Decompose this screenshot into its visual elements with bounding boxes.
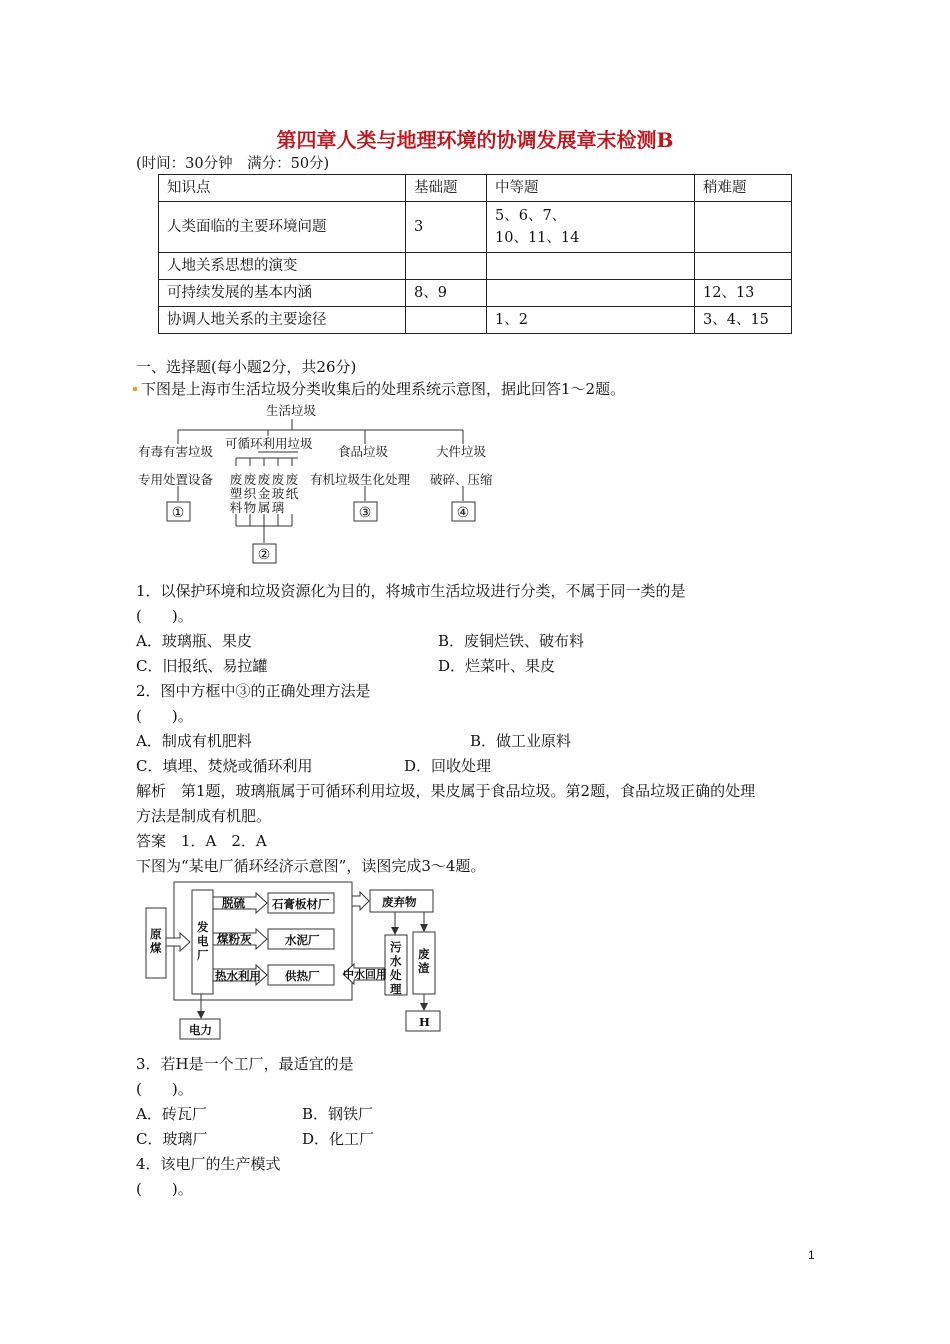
plant-label-1: 发 (197, 920, 209, 934)
flyash-label: 煤粉灰 (217, 932, 252, 946)
garbage-system-diagram (130, 398, 510, 568)
table-cell: 可持续发展的基本内涵 (159, 280, 406, 307)
q1-option-c: C．旧报纸、易拉罐 (136, 657, 268, 675)
analysis-line-1: 解析 第1题，玻璃瓶属于可循环利用垃圾，果皮属于食品垃圾。第2题，食品垃圾正确的处理 (136, 782, 756, 800)
table-cell (695, 253, 792, 280)
table-row (159, 307, 792, 334)
table-row (159, 280, 792, 307)
table-cell: 人地关系思想的演变 (159, 253, 406, 280)
subtype-char: 塑 (229, 486, 243, 501)
question-4: 4．该电厂的生产模式 (136, 1155, 281, 1173)
table-cell (487, 280, 695, 307)
table-header: 稍难题 (695, 175, 792, 202)
knowledge-table (158, 174, 792, 334)
exam-meta: (时间：30分钟 满分：50分) (136, 156, 330, 172)
sewage-label-2: 水 (390, 954, 402, 968)
section-heading: 一、选择题(每小题2分，共26分) (136, 358, 357, 376)
question-2-paren: ( )。 (136, 707, 193, 725)
waste-label: 废弃物 (382, 895, 417, 909)
reuse-label: 中水回用 (343, 968, 387, 981)
subtype-label (272, 472, 285, 515)
sewage-label-1: 污 (390, 940, 402, 954)
subtype-char: 废 (257, 472, 271, 487)
plant-label-2: 电 (197, 934, 209, 948)
desulf-label: 脱硫 (222, 896, 245, 910)
table-header: 中等题 (487, 175, 695, 202)
table-row (159, 202, 792, 253)
table-cell (695, 202, 792, 253)
subtype-char: 织 (243, 486, 257, 501)
process-label: 有机垃圾生化处理 (310, 472, 411, 487)
diagram2-intro: 下图为“某电厂循环经济示意图”，读图完成3～4题。 (136, 857, 486, 875)
table-cell: 1、2 (487, 307, 695, 334)
subtype-label (258, 472, 271, 515)
table-cell (406, 307, 487, 334)
analysis-line-2: 方法是制成有机肥。 (136, 807, 272, 825)
subtype-char: 金 (257, 486, 271, 501)
subtype-char: 物 (243, 500, 257, 515)
answer: 答案 1．A 2．A (136, 832, 267, 850)
margin-mark (133, 387, 137, 391)
table-cell: 人类面临的主要环境问题 (159, 202, 406, 253)
box-label-1: ① (171, 505, 185, 521)
q3-option-d: D．化工厂 (302, 1130, 375, 1148)
table-cell: 3 (406, 202, 487, 253)
subtype-char: 玻 (271, 486, 285, 501)
subtype-label (230, 472, 243, 515)
hotwater-label: 热水利用 (215, 969, 261, 983)
table-cell: 12、13 (695, 280, 792, 307)
coal-label-1: 原 (150, 927, 162, 941)
subtype-char: 璃 (271, 500, 285, 515)
subtype-label (244, 472, 257, 515)
question-2: 2．图中方框中③的正确处理方法是 (136, 682, 371, 700)
subtype-char: 料 (229, 500, 243, 515)
subtype-char: 废 (229, 472, 243, 487)
sewage-label-4: 理 (390, 982, 402, 996)
category-label: 大件垃圾 (436, 444, 487, 459)
box-label-2: ② (257, 547, 271, 563)
sewage-label-3: 处 (390, 968, 402, 982)
process-label: 破碎、压缩 (430, 472, 493, 487)
slag-label-1: 废 (418, 947, 430, 961)
gypsum-label: 石膏板材厂 (272, 897, 330, 911)
table-header: 知识点 (159, 175, 406, 202)
question-1: 1．以保护环境和垃圾资源化为目的，将城市生活垃圾进行分类，不属于同一类的是 (136, 582, 686, 600)
page-title: 第四章人类与地理环境的协调发展章末检测B (276, 128, 674, 152)
category-label: 可循环利用垃圾 (225, 436, 313, 451)
slag-label-2: 渣 (418, 961, 430, 975)
question-1-paren: ( )。 (136, 607, 193, 625)
q3-option-a: A．砖瓦厂 (136, 1105, 207, 1123)
table-cell: 8、9 (406, 280, 487, 307)
table-cell: 5、6、7、 10、11、14 (487, 202, 695, 253)
q3-option-c: C．玻璃厂 (136, 1130, 208, 1148)
question-4-paren: ( )。 (136, 1180, 193, 1198)
q1-option-d: D．烂菜叶、果皮 (438, 657, 556, 675)
table-cell (406, 253, 487, 280)
q1-option-a: A．玻璃瓶、果皮 (136, 632, 252, 650)
subtype-char: 属 (257, 500, 271, 515)
table-header-row (159, 175, 792, 202)
coal-label-2: 煤 (150, 941, 162, 955)
q1-option-b: B．废铜烂铁、破布料 (438, 632, 585, 650)
subtype-char: 废 (243, 472, 257, 487)
subtype-char: 废 (271, 472, 285, 487)
power-label: 电力 (189, 1023, 212, 1037)
subtype-char: 废 (285, 472, 299, 487)
question-3: 3．若H是一个工厂，最适宜的是 (136, 1055, 354, 1073)
plant-label-3: 厂 (197, 948, 209, 962)
table-row (159, 253, 792, 280)
table-cell: 协调人地关系的主要途径 (159, 307, 406, 334)
recyclable-subtypes (230, 472, 299, 515)
diagram1-intro: 下图是上海市生活垃圾分类收集后的处理系统示意图，据此回答1～2题。 (141, 380, 626, 398)
page-number: 1 (808, 1248, 815, 1262)
subtype-char: 纸 (285, 486, 299, 501)
table-cell: 3、4、15 (695, 307, 792, 334)
q3-option-b: B．钢铁厂 (302, 1105, 374, 1123)
q2-option-b: B．做工业原料 (470, 732, 572, 750)
q2-option-a: A．制成有机肥料 (136, 732, 252, 750)
box-label-3: ③ (358, 505, 372, 521)
cement-label: 水泥厂 (285, 933, 320, 947)
power-plant-diagram (140, 876, 450, 1042)
table-cell (487, 253, 695, 280)
category-label: 有毒有害垃圾 (138, 444, 214, 459)
q2-option-c: C．填埋、焚烧或循环利用 (136, 757, 313, 775)
heating-label: 供热厂 (285, 969, 320, 983)
category-label: 食品垃圾 (338, 444, 389, 459)
question-3-paren: ( )。 (136, 1080, 193, 1098)
table-header: 基础题 (406, 175, 487, 202)
h-label: H (419, 1015, 430, 1029)
q2-option-d: D．回收处理 (404, 757, 492, 775)
root-label: 生活垃圾 (266, 403, 317, 418)
process-label: 专用处置设备 (138, 472, 214, 487)
subtype-label (286, 472, 299, 501)
box-label-4: ④ (456, 505, 470, 521)
